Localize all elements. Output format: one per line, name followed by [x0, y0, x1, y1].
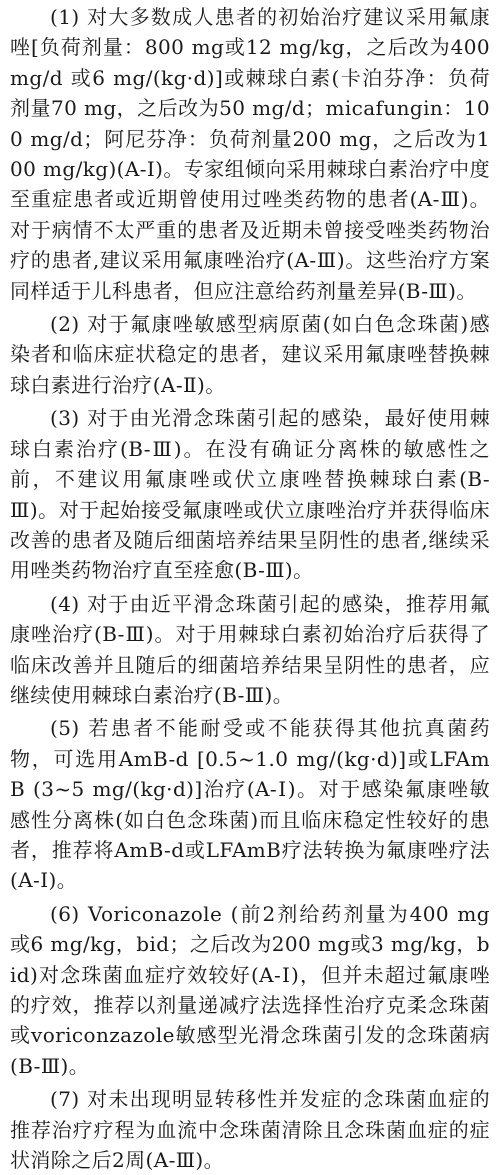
paragraph-1: (1) 对大多数成人患者的初始治疗建议采用氟康唑[负荷剂量：800 mg或12 mg/kg，之后改为400 mg/d 或6 mg/(kg·d)]或棘球白素(卡泊芬净：负荷剂量70 mg，之后改为50 mg/d；micafungin：100 mg/d；阿尼芬净：负荷剂量200 mg，之后改为100 mg/kg)(A-Ⅰ)。专家组倾向采用棘球白素治疗中度至重症患者或近期曾使用过唑类药物的患者(A-Ⅲ)。对于病情不太严重的患者及近期未曾接受唑类药物治疗的患者,建议采用氟康唑治疗(A-Ⅲ)。这些治疗方案同样适于儿科患者，但应注意给药剂量差异(B-Ⅲ)。 [10, 5, 490, 303]
paragraph-5: (5) 若患者不能耐受或不能获得其他抗真菌药物，可选用AmB-d [0.5~1.0 mg/(kg·d)]或LFAmB (3~5 mg/(kg·d)]治疗(A-Ⅰ)。对于感染氟康唑敏感性分离株(如白色念珠菌)而且临床稳定性较好的患者，推荐将AmB-d或LFAmB疗法转换为氟康唑疗法(A-Ⅰ)。 [10, 716, 490, 893]
paragraph-3: (3) 对于由光滑念珠菌引起的感染，最好使用棘球白素治疗(B-Ⅲ)。在没有确证分离株的敏感性之前，不建议用氟康唑或伏立康唑替换棘球白素(B-Ⅲ)。对于起始接受氟康唑或伏立康唑治疗并获得临床改善的患者及随后细菌培养结果呈阴性的患者,继续采用唑类药物治疗直至痊愈(B-Ⅲ)。 [10, 406, 490, 583]
paragraph-7: (7) 对未出现明显转移性并发症的念珠菌血症的推荐治疗疗程为血流中念珠菌清除且念珠菌血症的症状消除之后2周(A-Ⅲ)。 [10, 1087, 490, 1173]
paragraph-6: (6) Voriconazole (前2剂给药剂量为400 mg或6 mg/kg，bid；之后改为200 mg或3 mg/kg，bid)对念珠菌血症疗效较好(A-Ⅰ)，但并未超过氟康唑的疗效，推荐以剂量递减疗法选择性治疗克柔念珠菌或voriconzazole敏感型光滑念珠菌引发的念珠菌病(B-Ⅲ)。 [10, 901, 490, 1078]
paragraph-2: (2) 对于氟康唑敏感型病原菌(如白色念珠菌)感染者和临床症状稳定的患者，建议采用氟康唑替换棘球白素进行治疗(A-Ⅱ)。 [10, 312, 490, 397]
paragraph-4: (4) 对于由近平滑念珠菌引起的感染，推荐用氟康唑治疗(B-Ⅲ)。对于用棘球白素初始治疗后获得了临床改善并且随后的细菌培养结果呈阴性的患者，应继续使用棘球白素治疗(B-Ⅲ)。 [10, 591, 490, 707]
